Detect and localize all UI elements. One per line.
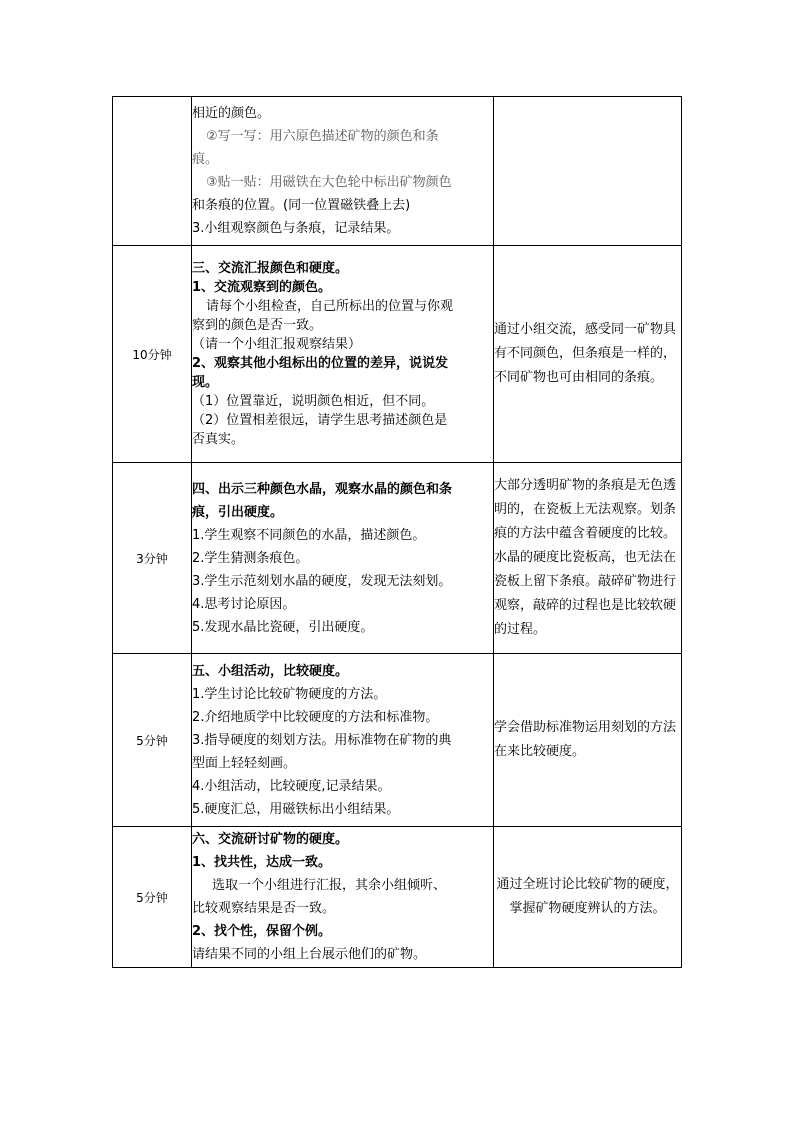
note-cell: 学会借助标准物运用刻划的方法在来比较硬度。	[494, 654, 682, 827]
content-line: 4.思考讨论原因。	[192, 596, 296, 612]
time-cell	[113, 97, 192, 246]
table-row	[113, 97, 682, 246]
subheading: 2、找个性，保留个例。	[192, 924, 332, 939]
content-line: 1.学生观察不同颜色的水晶，描述颜色。	[192, 527, 426, 543]
content-line: 3.学生示范刻划水晶的硬度，发现无法刻划。	[192, 573, 452, 589]
content-cell	[192, 463, 494, 654]
content-cell	[192, 97, 494, 246]
section-heading: 四、出示三种颜色水晶，观察水晶的颜色和条	[192, 481, 453, 497]
section-heading: 痕，引出硬度。	[192, 504, 284, 520]
time-cell: 3分钟	[113, 463, 192, 654]
content-line: 3.指导硬度的刻划方法。用标准物在矿物的典	[192, 732, 452, 748]
content-line: （请一个小组汇报观察结果）	[192, 337, 362, 352]
time-cell: 5分钟	[113, 654, 192, 827]
content-line: 2.学生猜测条痕色。	[192, 550, 309, 566]
table-row	[113, 463, 682, 654]
time-cell: 5分钟	[113, 827, 192, 968]
section-heading: 五、小组活动，比较硬度。	[192, 663, 349, 679]
subheading: 现。	[192, 375, 219, 390]
content-line: 相近的颜色。	[192, 106, 271, 121]
note-cell: 通过小组交流，感受同一矿物具有不同颜色，但条痕是一样的，不同矿物也可由相同的条痕。	[494, 246, 682, 463]
section-heading: 三、交流汇报颜色和硬度。	[192, 261, 349, 276]
content-line: 型面上轻轻刻画。	[192, 755, 297, 771]
content-line: ③贴一贴：用磁铁在大色轮中标出矿物颜色	[206, 175, 452, 190]
content-line: 4.小组活动，比较硬度,记录结果。	[192, 778, 391, 794]
content-line: 否真实。	[192, 432, 245, 447]
content-cell	[192, 246, 494, 463]
content-line: （2）位置相差很远，请学生思考描述颜色是	[192, 413, 448, 428]
subheading: 2、观察其他小组标出的位置的差异，说说发	[192, 356, 449, 371]
content-line: 察到的颜色是否一致。	[192, 318, 323, 333]
note-cell: 大部分透明矿物的条痕是无色透明的，在瓷板上无法观察。划条痕的方法中蕴含着硬度的比较。水晶的硬度比瓷板高，也无法在瓷板上留下条痕。敲碎矿物进行观察，敲碎的过程也是比较软硬的过程。	[494, 463, 682, 654]
subheading: 1、交流观察到的颜色。	[192, 280, 332, 295]
content-line: 请结果不同的小组上台展示他们的矿物。	[192, 947, 427, 962]
content-line: 5.硬度汇总，用磁铁标出小组结果。	[192, 801, 400, 817]
lesson-plan-table	[112, 96, 682, 968]
content-line: 5.发现水晶比瓷硬，引出硬度。	[192, 619, 374, 635]
section-heading: 六、交流研讨矿物的硬度。	[192, 832, 349, 847]
time-cell: 10分钟	[113, 246, 192, 463]
content-line: 选取一个小组进行汇报，其余小组倾听、	[212, 878, 447, 893]
content-line: （1）位置靠近，说明颜色相近，但不同。	[192, 394, 435, 409]
subheading: 1、找共性，达成一致。	[192, 855, 332, 870]
table-row	[113, 654, 682, 827]
content-cell	[192, 654, 494, 827]
content-line: 2.介绍地质学中比较硬度的方法和标准物。	[192, 709, 439, 725]
content-line: 3.小组观察颜色与条痕，记录结果。	[192, 221, 400, 236]
content-line: 痕。	[192, 152, 219, 167]
table-row	[113, 246, 682, 463]
content-line: 和条痕的位置。(同一位置磁铁叠上去)	[192, 198, 411, 213]
note-cell: 通过全班讨论比较矿物的硬度，掌握矿物硬度辨认的方法。	[494, 827, 682, 968]
content-line: ②写一写：用六原色描述矿物的颜色和条	[206, 129, 439, 144]
note-cell	[494, 97, 682, 246]
content-cell	[192, 827, 494, 968]
content-line: 请每个小组检查，自己所标出的位置与你观	[206, 299, 454, 314]
table-row	[113, 827, 682, 968]
content-line: 1.学生讨论比较矿物硬度的方法。	[192, 686, 387, 702]
content-line: 比较观察结果是否一致。	[192, 901, 336, 916]
